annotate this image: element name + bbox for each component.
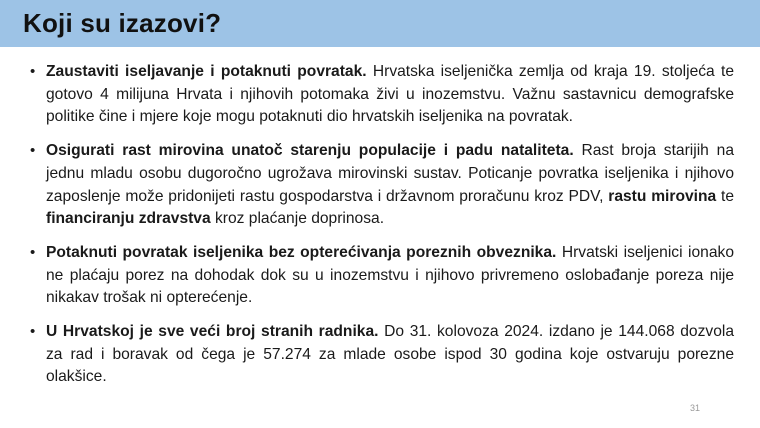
bullet-body: kroz plaćanje doprinosa. xyxy=(210,210,385,228)
bullet-item xyxy=(28,140,734,231)
bullet-item xyxy=(28,242,734,310)
slide-title: Koji su izazovi? xyxy=(23,8,222,38)
page-number: 31 xyxy=(690,403,701,413)
bullet-emphasis: financiranju zdravstva xyxy=(46,210,211,228)
bullet-emphasis: rastu mirovina xyxy=(608,187,717,205)
bullet-heading: U Hrvatskoj je sve veći broj stranih radnika. xyxy=(46,323,379,341)
bullet-heading: Zaustaviti iseljavanje i potaknuti povratak. xyxy=(46,63,367,80)
bullet-list xyxy=(28,61,734,400)
bullet-icon: • xyxy=(30,63,36,80)
bullet-body: Rast broja starijih na jednu mladu osobu dugoročno ugrožava mirovinski sustav. Poticanje povratka iseljenika i njihovo zaposlenje može pridonijeti rastu gospodarstva i državnom proračunu kroz PDV, xyxy=(46,142,734,205)
bullet-heading: Potaknuti povratak iseljenika bez opterećivanja poreznih obveznika. xyxy=(46,243,557,261)
title-bar xyxy=(0,0,760,47)
bullet-icon: • xyxy=(30,323,36,341)
bullet-body: Hrvatski iseljenici ionako ne plaćaju porez na dohodak dok su u inozemstvu i njihovo privremeno oslobađanje poreza nije nikakav trošak ni opterećenje. xyxy=(46,243,734,307)
bullet-heading: Osigurati rast mirovina unatoč starenju populacije i padu nataliteta. xyxy=(46,142,574,160)
bullet-item xyxy=(28,321,734,389)
bullet-icon: • xyxy=(30,243,36,261)
bullet-body: te xyxy=(716,187,734,205)
bullet-body: Hrvatska iseljenička zemlja od kraja 19. stoljeća te gotovo 4 milijuna Hrvata i njihovih potomaka živi u inozemstvu. Važnu sastavnicu demografske politike čine i mjere koje mogu potaknuti dio hrvatskih iseljenika na povratak. xyxy=(46,63,734,126)
bullet-body: Do 31. kolovoza 2024. izdano je 144.068 dozvola za rad i boravak od čega je 57.274 za mlade osobe ispod 30 godina koje ostvaruju porezne olakšice. xyxy=(46,323,735,386)
bullet-icon: • xyxy=(30,142,36,160)
bullet-item xyxy=(28,61,734,129)
